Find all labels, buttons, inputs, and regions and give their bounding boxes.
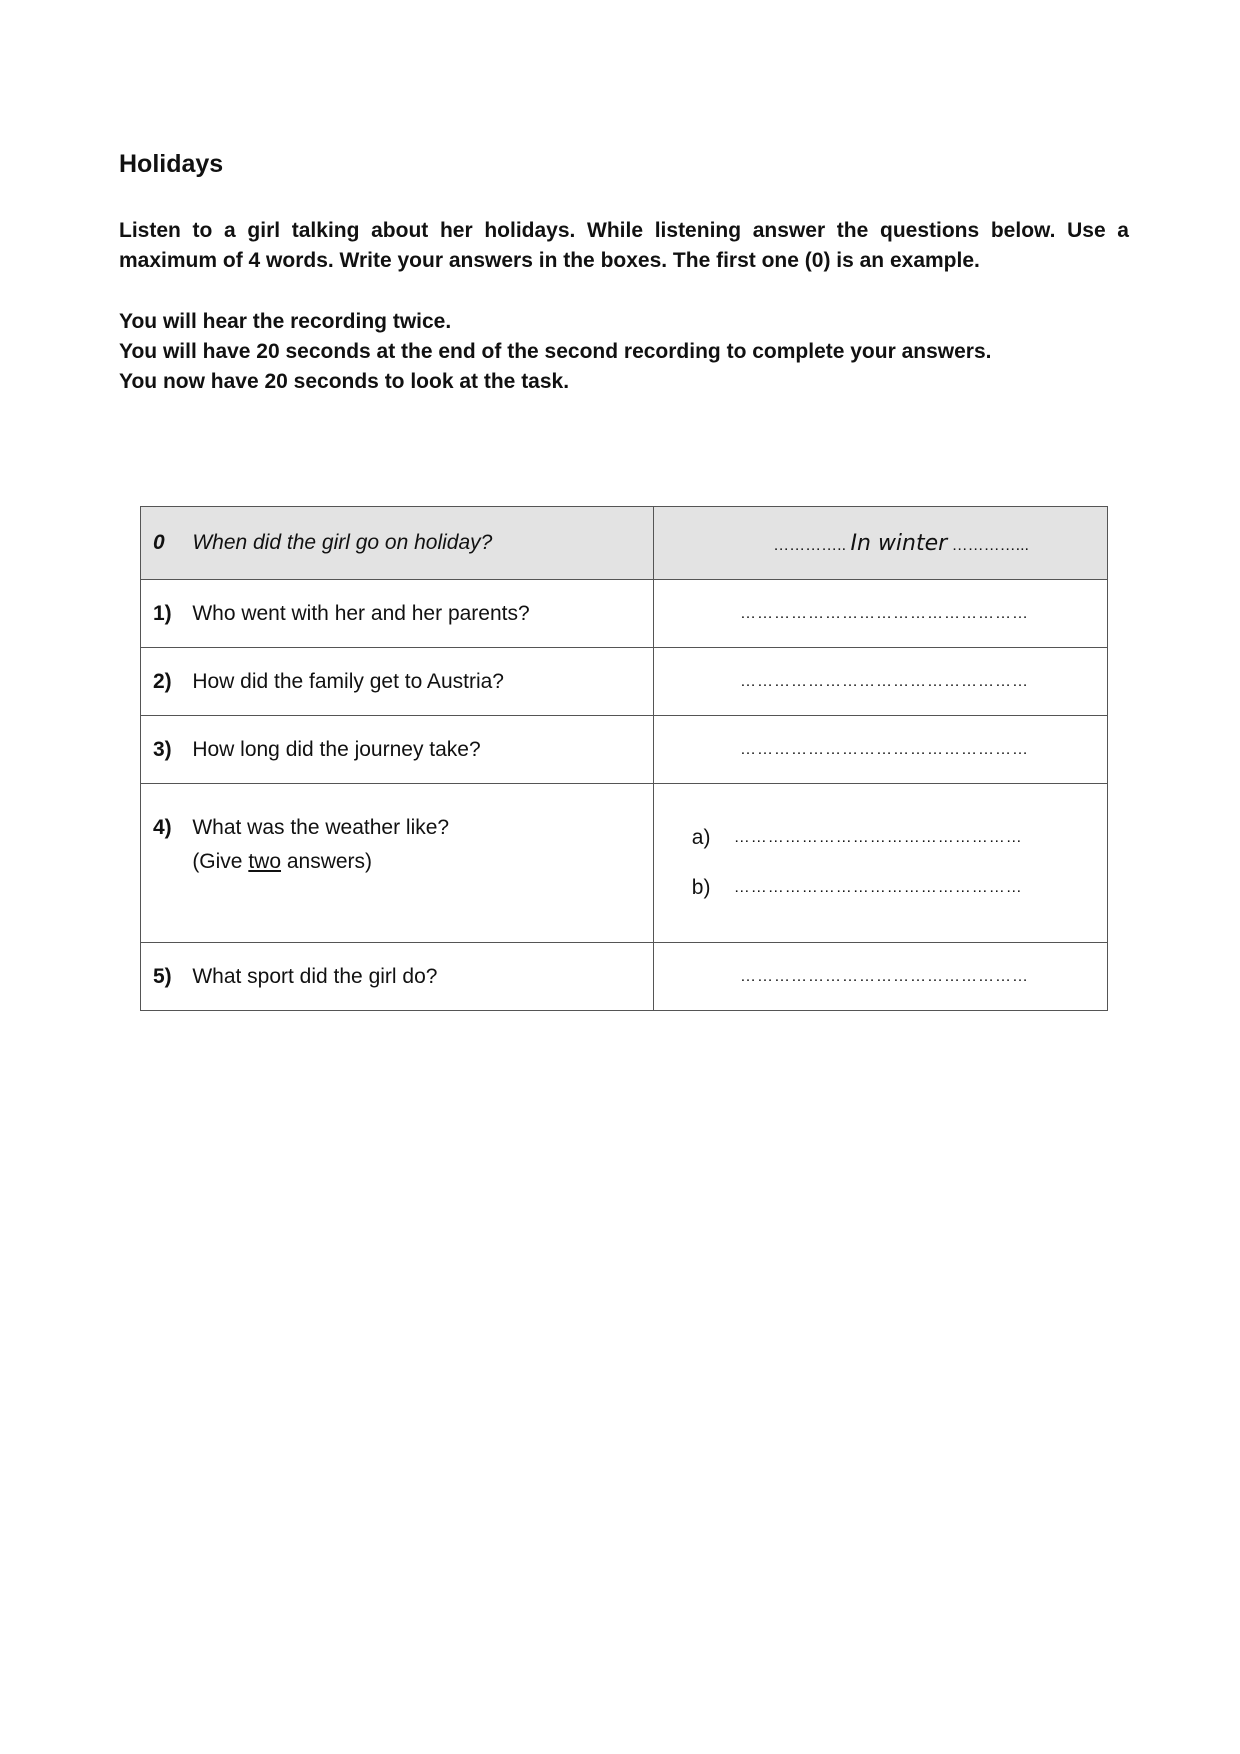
note-suffix: answers)	[281, 850, 373, 873]
answer-cell	[653, 784, 1107, 943]
instructions-notes	[119, 307, 1129, 397]
instruction-line-look: You now have 20 seconds to look at the task.	[119, 370, 570, 393]
answer-line: ……………………………………………	[740, 740, 1029, 758]
sub-answer-b[interactable]	[654, 863, 1107, 913]
table-row	[141, 943, 1108, 1011]
page-title: Holidays	[119, 150, 224, 178]
instructions-paragraph: Listen to a girl talking about her holidays. While listening answer the questions below. Use a maximum of 4 words. Write your answers in the boxes. The first one (0) is an example.	[119, 219, 1129, 272]
answer-cell[interactable]	[653, 580, 1107, 648]
instruction-line-recording: You will hear the recording twice.	[119, 310, 452, 333]
question-text: Who went with her and her parents?	[190, 580, 653, 648]
question-note	[192, 850, 652, 874]
question-number: 1)	[141, 580, 191, 648]
answer-line: ……………………………………………	[740, 672, 1029, 690]
table-row-example	[141, 507, 1108, 580]
dots-before: …………..	[773, 536, 847, 554]
question-number: 0	[141, 507, 191, 580]
note-prefix: (Give	[192, 850, 249, 873]
table-row	[141, 784, 1108, 943]
question-text: How long did the journey take?	[190, 716, 653, 784]
question-main: What was the weather like?	[192, 816, 450, 839]
question-text: What sport did the girl do?	[190, 943, 653, 1011]
question-number: 2)	[141, 648, 191, 716]
instruction-line-time: You will have 20 seconds at the end of the second recording to complete your answers.	[119, 340, 992, 363]
answer-line: ……………………………………………	[733, 829, 1023, 846]
answer-cell[interactable]	[653, 943, 1107, 1011]
answer-line: ……………………………………………	[733, 879, 1023, 896]
example-answer-cell	[653, 507, 1107, 580]
note-emphasis: two	[248, 850, 282, 873]
example-answer-text: In winter	[850, 530, 948, 556]
sub-answer-a[interactable]	[654, 813, 1107, 863]
table-row	[141, 580, 1108, 648]
question-text	[190, 784, 653, 943]
sub-label-b: b)	[691, 876, 711, 899]
question-text: How did the family get to Austria?	[190, 648, 653, 716]
question-number: 5)	[141, 943, 191, 1011]
sub-label-a: a)	[691, 826, 711, 849]
question-number: 3)	[141, 716, 191, 784]
example-answer	[654, 531, 1107, 556]
answer-cell[interactable]	[653, 648, 1107, 716]
question-number: 4)	[141, 784, 191, 943]
table-row	[141, 716, 1108, 784]
answer-cell[interactable]	[653, 716, 1107, 784]
question-text: When did the girl go on holiday?	[190, 507, 653, 580]
task-table	[140, 506, 1108, 1011]
dots-after: …………...	[951, 536, 1029, 554]
answer-line: ……………………………………………	[740, 967, 1029, 985]
answer-line: ……………………………………………	[740, 604, 1029, 622]
table-row	[141, 648, 1108, 716]
